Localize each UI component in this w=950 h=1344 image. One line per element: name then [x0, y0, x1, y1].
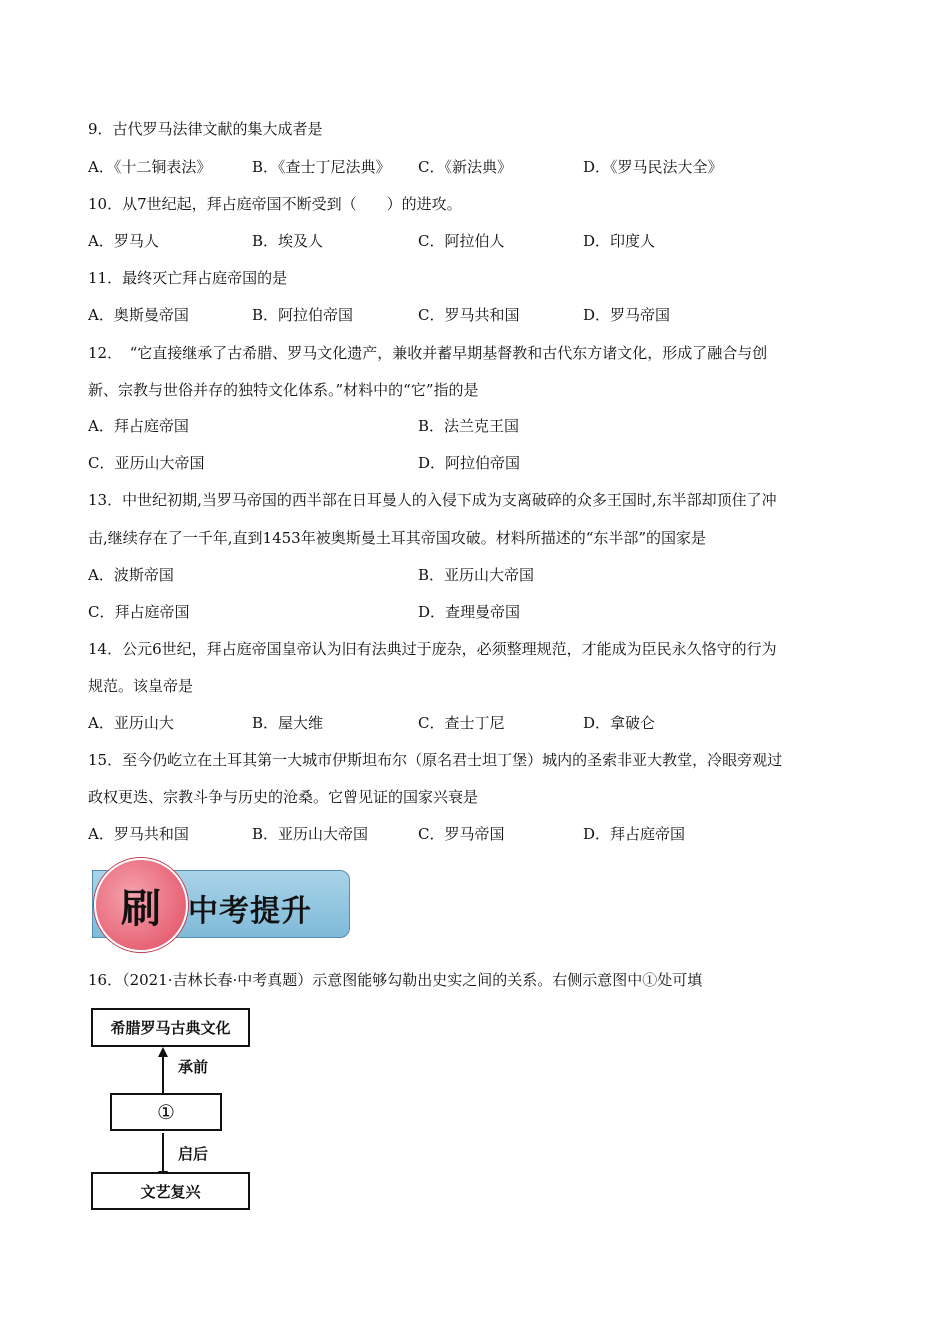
- q10-option-b: B．埃及人: [252, 232, 324, 250]
- section-banner: [92, 868, 350, 938]
- q14-option-a: A．亚历山大: [88, 714, 174, 732]
- q9-option-b: B．《查士丁尼法典》: [252, 158, 391, 176]
- q15-option-b: B．亚历山大帝国: [252, 825, 369, 843]
- q13-option-a: A．波斯帝国: [88, 566, 174, 584]
- q13-option-b: B．亚历山大帝国: [418, 566, 535, 584]
- q13-option-d: D．查理曼帝国: [418, 603, 521, 621]
- question-15-stem-line-1: 15．至今仍屹立在土耳其第一大城市伊斯坦布尔（原名君士坦丁堡）城内的圣索非亚大教堂，冷眼旁观过: [88, 751, 783, 769]
- q14-option-b: B．屋大维: [252, 714, 324, 732]
- q12-option-a: A．拜占庭帝国: [88, 417, 189, 435]
- question-11-stem: 11．最终灭亡拜占庭帝国的是: [88, 269, 288, 287]
- q14-option-d: D．拿破仑: [583, 714, 656, 732]
- question-15-stem-line-2: 政权更迭、宗教斗争与历史的沧桑。它曾见证的国家兴衰是: [88, 788, 479, 806]
- q10-option-c: C．阿拉伯人: [418, 232, 505, 250]
- diagram-top-box: 希腊罗马古典文化: [91, 1008, 250, 1047]
- q11-option-b: B．阿拉伯帝国: [252, 306, 354, 324]
- question-10-stem: 10．从7世纪起，拜占庭帝国不断受到（ ）的进攻。: [88, 195, 462, 213]
- question-12-stem-line-2: 新、宗教与世俗并存的独特文化体系。”材料中的“它”指的是: [88, 381, 479, 399]
- question-14-stem-line-1: 14．公元6世纪，拜占庭帝国皇帝认为旧有法典过于庞杂，必须整理规范，才能成为臣民永久恪守的行为: [88, 640, 777, 658]
- down-arrow-label: 启后: [178, 1145, 209, 1163]
- question-12-stem-line-1: 12． “它直接继承了古希腊、罗马文化遗产，兼收并蓄早期基督教和古代东方诸文化，形成了融合与创: [88, 344, 768, 362]
- diagram-middle-box: ①: [110, 1093, 222, 1131]
- q12-option-c: C．亚历山大帝国: [88, 454, 205, 472]
- q9-option-d: D．《罗马民法大全》: [583, 158, 723, 176]
- q15-option-a: A．罗马共和国: [88, 825, 189, 843]
- q11-option-a: A．奥斯曼帝国: [88, 306, 189, 324]
- diagram-bottom-box: 文艺复兴: [91, 1172, 250, 1210]
- q10-option-a: A．罗马人: [88, 232, 159, 250]
- question-13-stem-line-2: 击,继续存在了一千年,直到1453年被奥斯曼土耳其帝国攻破。材料所描述的“东半部”的国家是: [88, 529, 707, 547]
- q11-option-d: D．罗马帝国: [583, 306, 671, 324]
- banner-title: 中考提升: [188, 894, 312, 929]
- banner-badge: 刷: [94, 858, 188, 952]
- q15-option-d: D．拜占庭帝国: [583, 825, 686, 843]
- question-14-stem-line-2: 规范。该皇帝是: [88, 677, 194, 695]
- question-9-stem: 9．古代罗马法律文献的集大成者是: [88, 120, 323, 138]
- up-arrow-label: 承前: [178, 1058, 209, 1076]
- q9-option-a: A．《十二铜表法》: [88, 158, 212, 176]
- q15-option-c: C．罗马帝国: [418, 825, 505, 843]
- question-13-stem-line-1: 13．中世纪初期,当罗马帝国的西半部在日耳曼人的入侵下成为支离破碎的众多王国时,东半部却顶住了冲: [88, 491, 777, 509]
- q12-option-d: D．阿拉伯帝国: [418, 454, 521, 472]
- question-16-stem: 16．（2021·吉林长春·中考真题）示意图能够勾勒出史实之间的关系。右侧示意图中①处可填: [88, 971, 703, 989]
- q12-option-b: B．法兰克王国: [418, 417, 520, 435]
- up-arrow-head-icon: [158, 1047, 168, 1057]
- q13-option-c: C．拜占庭帝国: [88, 603, 190, 621]
- q9-option-c: C．《新法典》: [418, 158, 512, 176]
- q10-option-d: D．印度人: [583, 232, 656, 250]
- q14-option-c: C．查士丁尼: [418, 714, 505, 732]
- q11-option-c: C．罗马共和国: [418, 306, 520, 324]
